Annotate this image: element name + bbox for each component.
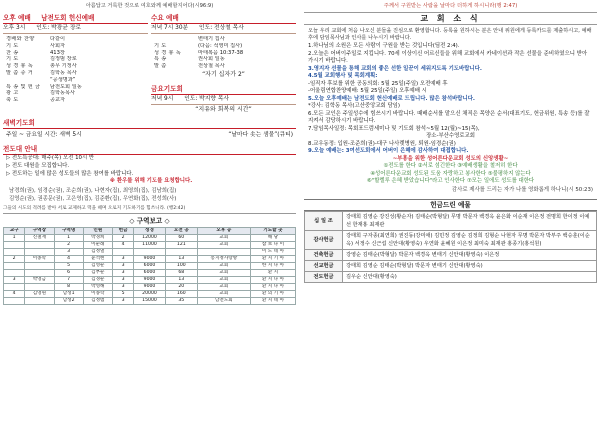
offering-names: 강태희 김영순 김태순(박형달) 박문자 변태기 신안대(황영숙) xyxy=(343,260,597,271)
offering-names: 김우순 신안대(황영숙) xyxy=(343,271,597,282)
table-cell xyxy=(25,284,54,291)
order-row: 기 도 사회자 xyxy=(6,42,66,49)
afternoon-service-time xyxy=(3,24,148,34)
table-cell: 11000 xyxy=(134,242,166,249)
services-columns xyxy=(3,13,296,115)
table-cell: 4 xyxy=(4,291,25,298)
table-cell: 20 xyxy=(165,284,197,291)
order-row: 경배와 찬양 다같이 xyxy=(6,36,66,42)
table-cell: 2 xyxy=(112,235,133,242)
col-header: 기도할 곳 xyxy=(250,228,295,235)
table-cell: 남전도회 xyxy=(197,298,250,305)
table-cell: 5 xyxy=(54,263,83,270)
table-cell: 신철재 xyxy=(25,235,54,242)
table-cell: 68 xyxy=(165,270,197,277)
col-header: 구역명 xyxy=(54,228,83,235)
wednesday-order-list xyxy=(151,36,296,70)
afternoon-service-title: 오후 예배 xyxy=(3,14,31,22)
table-cell: 이종학 xyxy=(83,291,112,298)
table-cell: 5 xyxy=(112,291,133,298)
table-cell: 참 보 다 이 xyxy=(250,242,295,249)
friday-service-heading: 금요기도회 xyxy=(151,84,296,95)
table-cell: 3 xyxy=(4,277,25,284)
afternoon-order-list xyxy=(3,36,148,104)
news-item: 8.교우동정: 입원-조준희(권)-대구 나사렛병원, 퇴원-임경순(권) xyxy=(308,140,456,147)
table-cell: 교회 xyxy=(197,270,250,277)
table-cell xyxy=(25,249,54,256)
table-cell: 35 xyxy=(165,298,197,305)
wednesday-time: 저녁 7시 30분 xyxy=(151,25,189,31)
table-row xyxy=(4,242,296,249)
table-cell: 6000 xyxy=(134,270,166,277)
col-header: 인원 xyxy=(83,228,112,235)
table-cell: 봉지정사랑방 xyxy=(197,256,250,263)
table-cell: 교회 xyxy=(197,263,250,270)
table-cell: 3 xyxy=(112,277,133,284)
table-cell: 김영순 xyxy=(83,263,112,270)
news-item: 5.오늘 오후예배는 남전도회 헌신예배로 드립니다. 많은 참석바랍니다. xyxy=(308,95,475,102)
news-item: 6.모든 교인은 주일성수에 힘쓰시기 바랍니다. 때배순서를 맡으신 채직은 목양은 순서(대표기도, 헌금위원, 특송 등)를 잘 지켜서 감당하시기 바랍니다. xyxy=(308,110,590,124)
dawn-prayer-info xyxy=(3,129,296,141)
offering-category: 감사헌금 xyxy=(305,230,343,249)
table-cell: 교회 xyxy=(197,235,250,242)
order-row: 성 경 봉 독 총무 기정사 xyxy=(6,63,77,70)
wednesday-service-heading: 수요 예배 xyxy=(151,13,296,24)
news-item: 1.하나님의 소원은 모든 사람이 구원을 받는 것입니다(딤전 2:4). xyxy=(308,43,460,49)
offering-row xyxy=(305,211,597,230)
offering-names: 강태희 구자종(최연희) 권진동(강미애) 김민정 김영순 김정희 김형순 나현자 무명 박문자 박부주 백승훈(이순옥) 서정수 신근섭 신안대(황영숙) 우연화 윤혜원 이은정 최미숙 최재관 홍종기(홍석원) xyxy=(343,230,597,249)
acts-verse-note: 그들의 시도의 격려를 받아 서로 교제하고 떡을 떼며 오로지 기도하기를 힘쓰니라. (행2:42) xyxy=(3,205,296,214)
afternoon-service xyxy=(3,13,148,115)
welcome-intro: 오늘 우리 교회에 처음 나오신 분들을 진심으로 환영합니다. 등록을 원하시는 분은 안내 위원에게 등록카드를 제출하시고, 예배 후에 담임목사님과 인사를 나누시기 바랍니다. xyxy=(308,28,592,41)
order-row: 축 도 공교자 xyxy=(6,97,66,104)
table-cell xyxy=(197,249,250,256)
news-item: *강사: 김학동 목사(고산중앙교회 담임) xyxy=(308,103,400,109)
news-item: 4.5월 교회행사 및 목회계획: xyxy=(308,73,378,79)
table-row xyxy=(4,256,296,263)
table-row xyxy=(4,249,296,256)
table-cell: 이 도 네 아 xyxy=(250,249,295,256)
table-cell xyxy=(4,249,25,256)
table-cell xyxy=(25,242,54,249)
faith-life-line: ①전도를 한다 ②서로 섬긴한다 ③예배생활을 철저히 한다 xyxy=(383,163,518,169)
table-cell: 3 xyxy=(112,298,133,305)
wednesday-service-time xyxy=(151,24,296,34)
order-row: 광 고 김학동목사 xyxy=(6,90,76,97)
table-cell: 환 지 나 아 xyxy=(250,277,295,284)
table-cell xyxy=(25,270,54,277)
district-report-table xyxy=(3,227,296,305)
order-row: “공생명과” xyxy=(50,76,76,83)
table-header-row xyxy=(4,228,296,235)
table-cell xyxy=(165,249,197,256)
offering-row xyxy=(305,249,597,260)
table-cell: 박영해 xyxy=(83,284,112,291)
table-cell: 윤석현 xyxy=(83,256,112,263)
table-cell: 13 xyxy=(165,277,197,284)
table-cell: 9000 xyxy=(134,277,166,284)
table-cell xyxy=(4,298,25,305)
faith-life-block xyxy=(304,156,597,186)
table-cell xyxy=(25,263,54,270)
evangelism-info xyxy=(3,155,296,186)
table-cell: 교회 xyxy=(197,277,250,284)
table-cell xyxy=(4,263,25,270)
district-report-title: ◇ 구역보고 ◇ xyxy=(129,217,170,226)
order-row: 말 씀 전상철 목사 xyxy=(154,63,225,70)
dawn-prayer-sermon: “날마다 솟는 샘물”(큐티) xyxy=(228,131,293,138)
table-cell: 박영금 xyxy=(25,277,54,284)
table-cell: 남성1 xyxy=(54,291,83,298)
table-cell: 교회 xyxy=(197,291,250,298)
table-row xyxy=(4,277,296,284)
district-table-body xyxy=(4,235,296,305)
table-row xyxy=(4,291,296,298)
table-cell: 20000 xyxy=(134,291,166,298)
table-cell: 3 xyxy=(112,270,133,277)
offering-table xyxy=(304,211,597,283)
order-row: 기 도 (다음: 석영미 집사) xyxy=(154,42,243,49)
table-cell: 7 xyxy=(54,277,83,284)
table-cell: 6000 xyxy=(134,263,166,270)
header-verse: 아름답고 거룩한 것으로 여호와께 예배할지어다(시96:9) xyxy=(85,3,214,9)
news-item: 2.오늘은 어버이주일로 지킵니다. 70세 이상이신 어르신들을 위해 교회에서 카네이션과 작은 선물을 준비하였으니 받아 가시기 바랍니다. xyxy=(308,50,588,64)
table-cell: 환 지 xyxy=(250,270,295,277)
table-cell: 9000 xyxy=(134,256,166,263)
order-row: 말 씀 증 거 김학동 목사 xyxy=(6,69,77,76)
table-cell: 15000 xyxy=(134,298,166,305)
order-row: 기 도 김정범 장로 xyxy=(6,56,77,63)
friday-presider: 인도: 박지향 목사 xyxy=(184,95,230,102)
table-cell: 4 xyxy=(112,242,133,249)
table-cell: 박경희 xyxy=(83,235,112,242)
offering-row xyxy=(305,230,597,249)
table-cell: 2 xyxy=(54,242,83,249)
prayer-names xyxy=(3,186,296,205)
news-item: 3.영지자 선물을 통해 교회의 좋은 선한 일꾼이 세워지도록 기도바랍니다. xyxy=(308,65,482,72)
table-cell: 김정범 xyxy=(83,298,112,305)
col-header: 오전 공 xyxy=(165,228,197,235)
offering-category: 선교헌금 xyxy=(305,260,343,271)
news-item: -어울림연합찬양예배: 5월 25일(주일) 오후예배 시 xyxy=(308,88,427,94)
dawn-prayer-time: 주일 ~ 금요일 시간: 새벽 5시 xyxy=(6,131,82,138)
table-cell xyxy=(112,249,133,256)
table-cell: 3 xyxy=(54,249,83,256)
church-news-heading: 교 회 소 식 xyxy=(304,12,597,25)
wednesday-sermon-title: “자기 십자가 2” xyxy=(202,70,245,78)
offering-row xyxy=(305,260,597,271)
table-cell: 2 xyxy=(4,256,25,263)
afternoon-time: 오후 3시 xyxy=(3,25,26,31)
table-cell: 8 xyxy=(54,284,83,291)
table-cell xyxy=(4,270,25,277)
table-cell: 환 의 기 아 xyxy=(250,291,295,298)
table-cell: 김영원 xyxy=(25,291,54,298)
order-row: 특 송 권사회 일동 xyxy=(154,56,225,63)
table-cell: 13 xyxy=(165,256,197,263)
table-cell: 3 xyxy=(112,263,133,270)
news-item: 7.담임목사일정: 목회포드럼세미나 및 기도회 참석~5월 12(월)~15(목), xyxy=(308,125,480,132)
table-cell: 김경순 xyxy=(83,277,112,284)
header-verse: 주께서 구원받는 사람을 날마다 더하게 하시니라(행 2:47) xyxy=(383,3,518,9)
wednesday-presider: 인도: 전상철 목사 xyxy=(199,25,244,31)
offering-heading: 헌금드린 예물 xyxy=(304,199,597,211)
faith-life-line: ④성어른다운교회 성도된 도움 자랑하고 봉사한다 ⑤불평하지 않는다 xyxy=(370,170,531,177)
prayer-request: ※ 환우를 위해 기도를 요청합니다. xyxy=(109,178,193,185)
table-cell: 환 지 기 아 xyxy=(250,256,295,263)
news-item: 9.오늘 예배는: 3여선도회에서 어버이 은혜에 감사하여 대접합니다. xyxy=(308,148,469,154)
table-cell: 3 xyxy=(112,284,133,291)
news-item: 장소-부산수영로교회 xyxy=(426,133,475,139)
right-page xyxy=(304,0,597,424)
closing-verse: 감사로 제사를 드리는 자가 나를 영화롭게 하나니(시 50:23) xyxy=(451,186,593,193)
table-row xyxy=(4,235,296,242)
news-item: -임직자 후보를 위한 공동의회: 5월 25일(주일) 오전예배 후 xyxy=(308,80,448,87)
col-header: 헌금 xyxy=(112,228,133,235)
offering-category: 전도헌금 xyxy=(305,271,343,282)
prayer-names-line: 김영순(권), 권종문(권), 고은영(집), 김준환(집), 우연화(집), 전성희(사) xyxy=(9,195,177,202)
table-cell: 9000 xyxy=(134,284,166,291)
table-cell xyxy=(4,284,25,291)
table-cell: 이순례 xyxy=(83,242,112,249)
table-cell: 교회 xyxy=(197,242,250,249)
table-cell: 환 지 네 아 xyxy=(250,298,295,305)
offering-category: 건축헌금 xyxy=(305,249,343,260)
table-row xyxy=(4,263,296,270)
table-cell: 12000 xyxy=(134,235,166,242)
wednesday-service xyxy=(151,13,296,115)
friday-time: 저녁 9시 xyxy=(151,95,174,102)
col-header: 성경 xyxy=(134,228,166,235)
col-header: 오후 공 xyxy=(197,228,250,235)
evangelism-line: ▷ 전도 대원을 모집합니다. xyxy=(6,162,70,169)
offering-row xyxy=(305,271,597,282)
offering-names: 강영순 김태순(박형달) 박문자 백경옥 변태기 신안대(황영숙) 이은정 xyxy=(343,249,597,260)
offering-names: 강태희 김영순 강진성(황순자) 김태순(박형달) 무명 박문자 백경옥 윤은화 이순재 이은정 전명희 한이정 이예선 한재홍 최재관 xyxy=(343,211,597,230)
table-cell: 교회 xyxy=(197,284,250,291)
friday-sermon-title: “지유와 회복의 시간” xyxy=(195,105,252,113)
table-cell: 1 xyxy=(54,235,83,242)
col-header: 교구 xyxy=(4,228,25,235)
offering-category: 십 일 조 xyxy=(305,211,343,230)
table-cell xyxy=(25,298,54,305)
table-cell: 60 xyxy=(165,235,197,242)
left-page xyxy=(3,0,296,424)
table-cell: 이종학 xyxy=(25,256,54,263)
table-row xyxy=(4,270,296,277)
table-cell: 한 지 나 아 xyxy=(250,263,295,270)
order-row: 성 경 봉 독 마태복음 10:37-38 xyxy=(154,49,244,56)
table-cell: 김부순 xyxy=(83,270,112,277)
table-cell: 환 지 나 아 xyxy=(250,284,295,291)
order-row: 변태기 집사 xyxy=(198,36,225,42)
news-list xyxy=(304,43,597,156)
table-row xyxy=(4,298,296,305)
table-cell xyxy=(4,242,25,249)
order-row: 찬 송 413장 xyxy=(6,49,65,56)
table-cell: 4 xyxy=(54,256,83,263)
table-cell: 김정열 xyxy=(83,249,112,256)
dawn-prayer-heading: 새벽기도회 xyxy=(3,118,296,129)
faith-life-title: ~부흥을 위한 성어른다운교회 성도의 신앙생활~ xyxy=(392,155,509,162)
afternoon-service-subtitle: 남전도회 헌신예배 xyxy=(41,14,95,22)
table-cell: 6 xyxy=(54,270,83,277)
evangelism-line: ▷ 전도하는 일에 많은 성도들의 많은 참여를 바랍니다. xyxy=(6,170,134,177)
table-row xyxy=(4,284,296,291)
evangelism-line: ▷ 전도특공대: 매주(목) 오전 10시 반 xyxy=(6,154,95,161)
afternoon-presider: 인도: 박광균 장로 xyxy=(36,25,82,31)
prayer-names-line: 남경희(권), 임경순(권), 조순희(권), 나현자(집), 최영희(집), 김남희(집) xyxy=(9,188,177,195)
table-cell: 3 xyxy=(112,256,133,263)
table-cell: 100 xyxy=(165,263,197,270)
friday-service-time xyxy=(151,95,296,105)
table-cell: 1 xyxy=(4,235,25,242)
table-cell: 160 xyxy=(165,291,197,298)
col-header: 구역장 xyxy=(25,228,54,235)
afternoon-service-heading xyxy=(3,13,148,24)
order-row: 특 송 및 헌 금 남전도회 일동 xyxy=(6,83,82,90)
table-cell: 남성2 xyxy=(54,298,83,305)
table-cell xyxy=(134,249,166,256)
faith-life-line: ⑥"할렐루 은혜 받았습니다"라고 인사한다 ⑦모는 일에도 성도를 대한다 xyxy=(366,178,535,184)
table-cell: 121 xyxy=(165,242,197,249)
evangelism-heading: 전도대 안내 xyxy=(3,144,296,155)
table-cell: 해 당 xyxy=(250,235,295,242)
